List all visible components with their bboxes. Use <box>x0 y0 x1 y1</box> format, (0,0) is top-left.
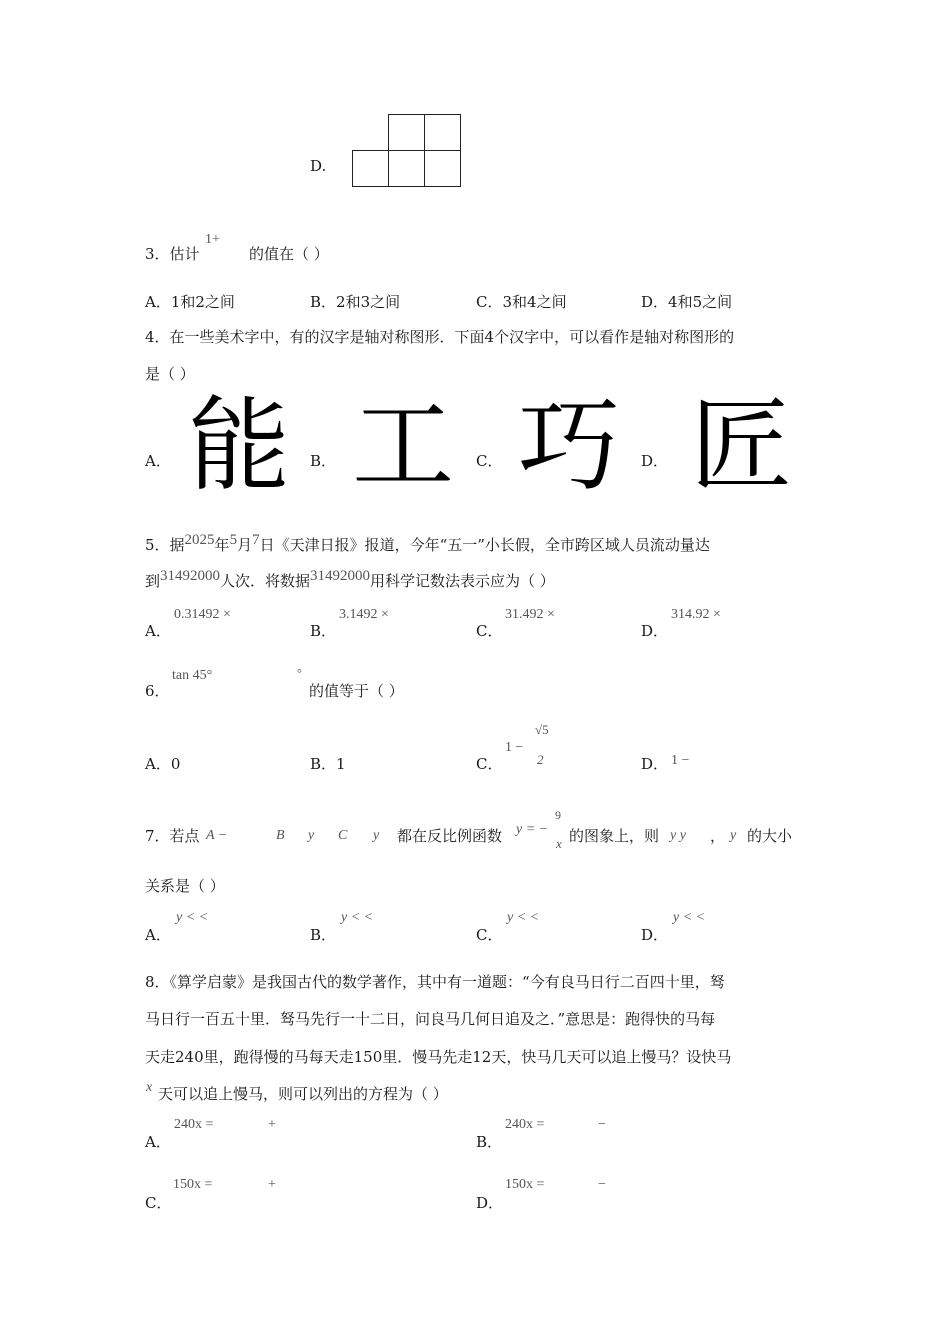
q7-func-numerator: 9 <box>555 808 561 822</box>
q4-option-d-label: D． <box>641 452 669 470</box>
q4-char-neng: 能 <box>188 387 290 506</box>
q5-day: 7 <box>252 532 260 548</box>
q3-option-d: D．4和5之间 <box>641 293 733 311</box>
q7-comma: ， <box>710 827 726 845</box>
q7-mid: 都在反比例函数 <box>397 827 503 845</box>
q8-option-a-lhs: 240x = <box>174 1117 214 1132</box>
q6-expr-fragment: tan 45° <box>172 668 213 683</box>
q6-option-c-label: C． <box>476 755 503 773</box>
q7-y1: y <box>308 828 315 843</box>
q6-suffix: 的值等于（ ） <box>309 682 404 700</box>
q5-option-d-text: 314.92 × <box>671 607 721 622</box>
q5-option-d-label: D． <box>641 622 669 640</box>
grid-cell <box>424 114 461 151</box>
q5-option-c-label: C． <box>476 622 503 640</box>
q5-line1: 5．据2025年5月7日《天津日报》报道，今年“五一”小长假，全市跨区域人员流动量达 <box>145 532 710 554</box>
grid-cell <box>352 150 389 187</box>
q7-y-pair: y y <box>670 828 686 843</box>
q7-option-c-text: y < < <box>507 910 540 925</box>
q4-line2: 是（ ） <box>145 365 195 383</box>
q5-option-b-label: B． <box>310 622 337 640</box>
q7-option-d-label: D． <box>641 926 669 944</box>
q7-option-b-label: B． <box>310 926 337 944</box>
q6-option-d-label: D． <box>641 755 669 773</box>
q8-option-c-label: C． <box>145 1194 172 1212</box>
q8-line3: 天走240里，跑得慢的马每天走150里．慢马先走12天，快马几天可以追上慢马？设快马 <box>145 1048 732 1066</box>
q2-option-d-label: D. <box>310 157 327 175</box>
q7-point-b: B <box>276 828 285 843</box>
q7-y2: y <box>373 828 380 843</box>
q3-prefix: 3．估计 <box>145 245 200 263</box>
q5-option-a-text: 0.31492 × <box>174 607 231 622</box>
q3-suffix: 的值在（ ） <box>249 245 329 263</box>
q4-line1: 4．在一些美术字中，有的汉字是轴对称图形．下面4个汉字中，可以看作是轴对称图形的 <box>145 328 735 346</box>
q6-option-c-denominator: 2 <box>537 752 544 767</box>
q7-option-b-text: y < < <box>341 910 374 925</box>
q3-option-b: B．2和3之间 <box>310 293 401 311</box>
q8-option-d-label: D． <box>476 1194 504 1212</box>
q6-option-c-text: 1 − <box>505 740 524 755</box>
q8-line4: 天可以追上慢马，则可以列出的方程为（ ） <box>158 1085 448 1103</box>
q7-option-a-text: y < < <box>176 910 209 925</box>
q7-option-d-text: y < < <box>673 910 706 925</box>
q5-year: 2025 <box>184 532 215 548</box>
q8-option-b-op: − <box>598 1117 606 1132</box>
q8-var-x: x <box>146 1080 153 1095</box>
q7-option-a-label: A． <box>145 926 171 944</box>
q7-option-c-label: C． <box>476 926 503 944</box>
q6-degree-mark: ° <box>297 666 302 680</box>
q7-after-func: 的图象上，则 <box>569 827 660 845</box>
q6-option-b: B．1 <box>310 755 346 773</box>
q7-point-c: C <box>338 828 348 843</box>
q7-y3: y <box>730 828 737 843</box>
grid-cell <box>424 150 461 187</box>
q7-suffix: 的大小 <box>747 827 793 845</box>
q7-func-denominator: x <box>556 836 562 851</box>
q5-option-a-label: A． <box>145 622 171 640</box>
q8-line1: 8．《算学启蒙》是我国古代的数学著作，其中有一道题：“今有良马日行二百四十里，驽 <box>145 973 725 991</box>
q8-option-a-op: + <box>268 1117 276 1132</box>
q3-option-a: A．1和2之间 <box>145 293 235 311</box>
q4-char-qiao: 巧 <box>518 387 620 506</box>
q6-label: 6． <box>145 682 170 700</box>
q4-char-gong: 工 <box>352 387 454 506</box>
q6-option-a: A．0 <box>145 755 181 773</box>
q5-month: 5 <box>229 532 238 548</box>
q7-func: y = − <box>516 822 549 837</box>
q8-option-c-op: + <box>268 1177 276 1192</box>
q4-char-jiang: 匠 <box>690 387 792 506</box>
q5-option-b-text: 3.1492 × <box>339 607 389 622</box>
q5-line2: 到31492000人次．将数据31492000用科学记数法表示应为（ ） <box>145 568 555 590</box>
grid-cell <box>388 114 425 151</box>
q8-option-c-lhs: 150x = <box>173 1177 213 1192</box>
q7-prefix: 7．若点 <box>145 827 200 845</box>
q3-option-c: C．3和4之间 <box>476 293 567 311</box>
q8-option-b-lhs: 240x = <box>505 1117 545 1132</box>
q5-num2: 31492000 <box>310 568 371 584</box>
q8-line2: 马日行一百五十里．驽马先行一十二日，问良马几何日追及之．”意思是：跑得快的马每 <box>145 1010 716 1028</box>
q6-option-d-text: 1 − <box>671 753 690 768</box>
q7-point-a: A − <box>206 828 228 843</box>
q8-option-d-op: − <box>598 1177 606 1192</box>
q3-expr-fragment: 1+ <box>205 232 220 247</box>
q4-option-b-label: B． <box>310 452 337 470</box>
q7-line2: 关系是（ ） <box>145 877 225 895</box>
grid-cell <box>388 150 425 187</box>
q4-option-c-label: C． <box>476 452 503 470</box>
q8-option-b-label: B． <box>476 1133 503 1151</box>
q4-option-a-label: A． <box>145 452 171 470</box>
q6-option-c-root: √5 <box>535 722 549 737</box>
q5-option-c-text: 31.492 × <box>505 607 555 622</box>
q5-num1: 31492000 <box>160 568 221 584</box>
q8-option-d-lhs: 150x = <box>505 1177 545 1192</box>
q8-option-a-label: A． <box>145 1133 171 1151</box>
